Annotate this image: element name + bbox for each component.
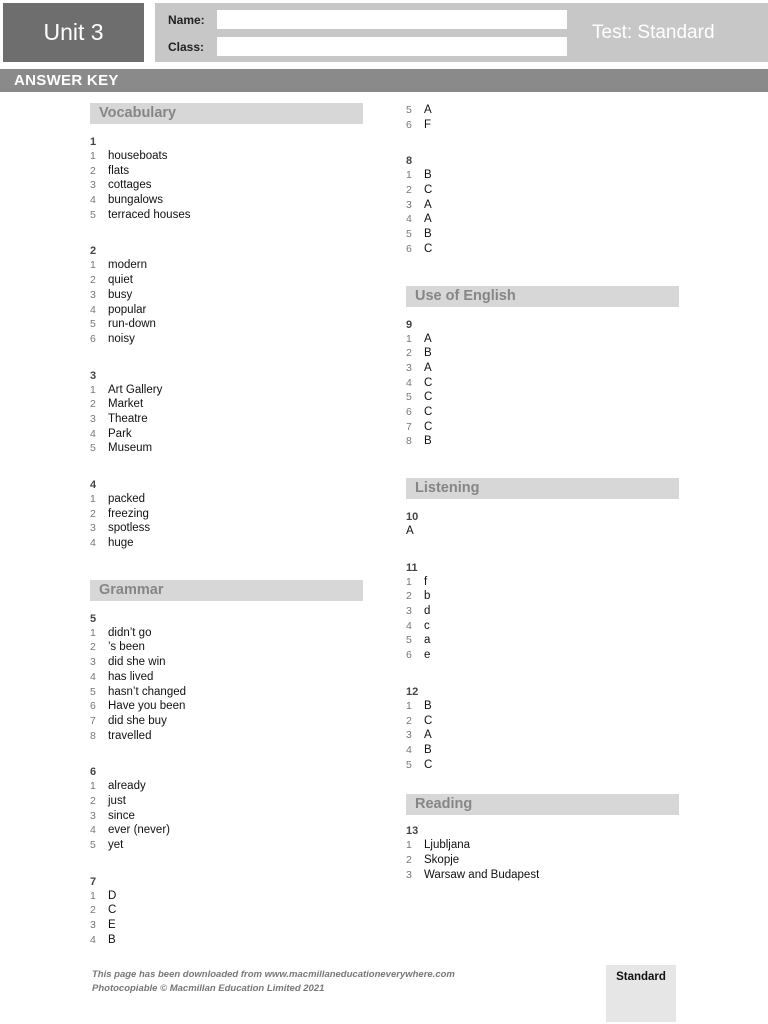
footer-copyright-line: Photocopiable © Macmillan Education Limited 2021 bbox=[92, 983, 325, 994]
answer-item: 4 ever (never) bbox=[90, 824, 170, 837]
answer-item: 3 spotless bbox=[90, 522, 151, 535]
answer-item: 2 B bbox=[406, 347, 432, 360]
class-field[interactable] bbox=[217, 37, 567, 56]
answer-item: 5 C bbox=[406, 758, 433, 771]
answer-item: 3 Warsaw and Budapest bbox=[406, 868, 540, 881]
answer-item: 2 Skopje bbox=[406, 853, 460, 866]
question-number: 4 bbox=[90, 479, 97, 491]
answer-item: 2 Market bbox=[90, 398, 144, 411]
answer-item: 5 Museum bbox=[90, 442, 153, 455]
answer-item: 1 modern bbox=[90, 259, 147, 272]
test-title: Test: Standard bbox=[592, 22, 715, 43]
question-number: 1 bbox=[90, 136, 97, 148]
question-number: 11 bbox=[406, 561, 418, 574]
answer-item: 3 d bbox=[406, 605, 431, 618]
answer-item: 1 A bbox=[406, 332, 432, 345]
answer-item: 1 B bbox=[406, 699, 432, 712]
answer-item: 1 f bbox=[406, 575, 428, 588]
answer-item: 2 ’s been bbox=[90, 641, 145, 654]
answer-item: 5 yet bbox=[90, 839, 124, 851]
question-number: 6 bbox=[90, 766, 97, 779]
answer-item: 2 just bbox=[90, 794, 126, 807]
answer-item: 5 terraced houses bbox=[90, 208, 191, 221]
answer-item: 1 packed bbox=[90, 493, 146, 505]
answer-item: 6 C bbox=[406, 405, 433, 418]
answer-item: 4 huge bbox=[90, 537, 134, 550]
name-label: Name: bbox=[168, 13, 205, 27]
section-heading: Grammar bbox=[90, 580, 363, 601]
answer-item: 6 noisy bbox=[90, 332, 135, 345]
answer-item: 2 C bbox=[90, 904, 117, 917]
question-number: 13 bbox=[406, 825, 419, 838]
answer-item: 4 B bbox=[90, 933, 116, 946]
question-number: 5 bbox=[90, 612, 97, 625]
answer-item: 5 a bbox=[406, 634, 431, 647]
answer-item: 3 A bbox=[406, 361, 432, 374]
section-heading: Reading bbox=[406, 794, 679, 815]
answer-item: 5 A bbox=[406, 104, 432, 116]
answer-item: 7 C bbox=[406, 420, 433, 433]
footer-notice bbox=[92, 968, 455, 996]
class-label: Class: bbox=[168, 40, 205, 54]
section-heading: Use of English bbox=[406, 286, 679, 307]
question-number: 7 bbox=[90, 875, 97, 888]
answer-item: 8 B bbox=[406, 435, 432, 448]
answer-item: 2 quiet bbox=[90, 274, 133, 287]
answer-item: 4 bungalows bbox=[90, 194, 163, 207]
answer-item: 3 busy bbox=[90, 288, 133, 301]
question-number: 9 bbox=[406, 318, 413, 331]
answer-item: 6 e bbox=[406, 649, 431, 662]
answer-item: 4 Park bbox=[90, 427, 132, 440]
answer-item: 4 popular bbox=[90, 303, 147, 316]
answer-item: 3 A bbox=[406, 729, 432, 742]
answer-item: 4 A bbox=[406, 213, 432, 226]
answer-item: 4 has lived bbox=[90, 670, 154, 683]
section-heading: Listening bbox=[406, 478, 679, 499]
answer-item: 1 B bbox=[406, 169, 432, 182]
answer-item: 3 E bbox=[90, 919, 116, 932]
question-number: 2 bbox=[90, 245, 97, 258]
answer-item: 6 Have you been bbox=[90, 700, 186, 713]
answer-item: 3 did she win bbox=[90, 656, 166, 669]
answer-item: 5 C bbox=[406, 391, 433, 404]
answer-key-banner: ANSWER KEY bbox=[0, 69, 768, 92]
question-number: 3 bbox=[90, 369, 97, 382]
answer-item: 8 travelled bbox=[90, 729, 152, 742]
answer-item: 3 A bbox=[406, 198, 432, 211]
answer-item: 2 C bbox=[406, 184, 433, 197]
answer-item: 1 houseboats bbox=[90, 150, 168, 162]
answer-item: 4 C bbox=[406, 376, 433, 389]
answer-item: 6 C bbox=[406, 242, 433, 255]
answer-item: 5 run-down bbox=[90, 318, 156, 331]
answer-item: 6 F bbox=[406, 118, 432, 131]
right-column bbox=[406, 103, 679, 882]
answer-item: 3 Theatre bbox=[90, 412, 148, 425]
name-field[interactable] bbox=[217, 10, 567, 29]
unit-label: Unit 3 bbox=[3, 3, 144, 62]
answer-item: 1 already bbox=[90, 780, 146, 793]
answer-item: 1 D bbox=[90, 889, 117, 902]
answer-item: 2 flats bbox=[90, 164, 130, 177]
section-heading: Vocabulary bbox=[90, 103, 363, 124]
answer-item: 1 Ljubljana bbox=[406, 839, 471, 852]
answer-item: 3 cottages bbox=[90, 179, 152, 192]
question-number: 8 bbox=[406, 155, 413, 168]
header-bar bbox=[155, 3, 768, 62]
answer-item: 1 didn’t go bbox=[90, 626, 152, 639]
answer-item: 2 freezing bbox=[90, 507, 149, 520]
question-number: 12 bbox=[406, 685, 419, 698]
answer-item: 3 since bbox=[90, 809, 135, 822]
answer-item: A bbox=[406, 525, 414, 537]
answer-item: 1 Art Gallery bbox=[90, 383, 163, 396]
question-number: 10 bbox=[406, 511, 419, 523]
answer-item: 4 c bbox=[406, 619, 430, 632]
answer-item: 5 hasn’t changed bbox=[90, 685, 187, 698]
answer-item: 4 B bbox=[406, 743, 432, 756]
footer-download-line: This page has been downloaded from www.macmillaneducationeverywhere.com bbox=[92, 969, 455, 980]
answer-item: 2 b bbox=[406, 590, 431, 603]
answer-item: 2 C bbox=[406, 714, 433, 727]
standard-badge: Standard bbox=[606, 965, 676, 1022]
answer-item: 7 did she buy bbox=[90, 714, 167, 727]
left-column bbox=[90, 103, 363, 947]
answer-item: 5 B bbox=[406, 228, 432, 241]
